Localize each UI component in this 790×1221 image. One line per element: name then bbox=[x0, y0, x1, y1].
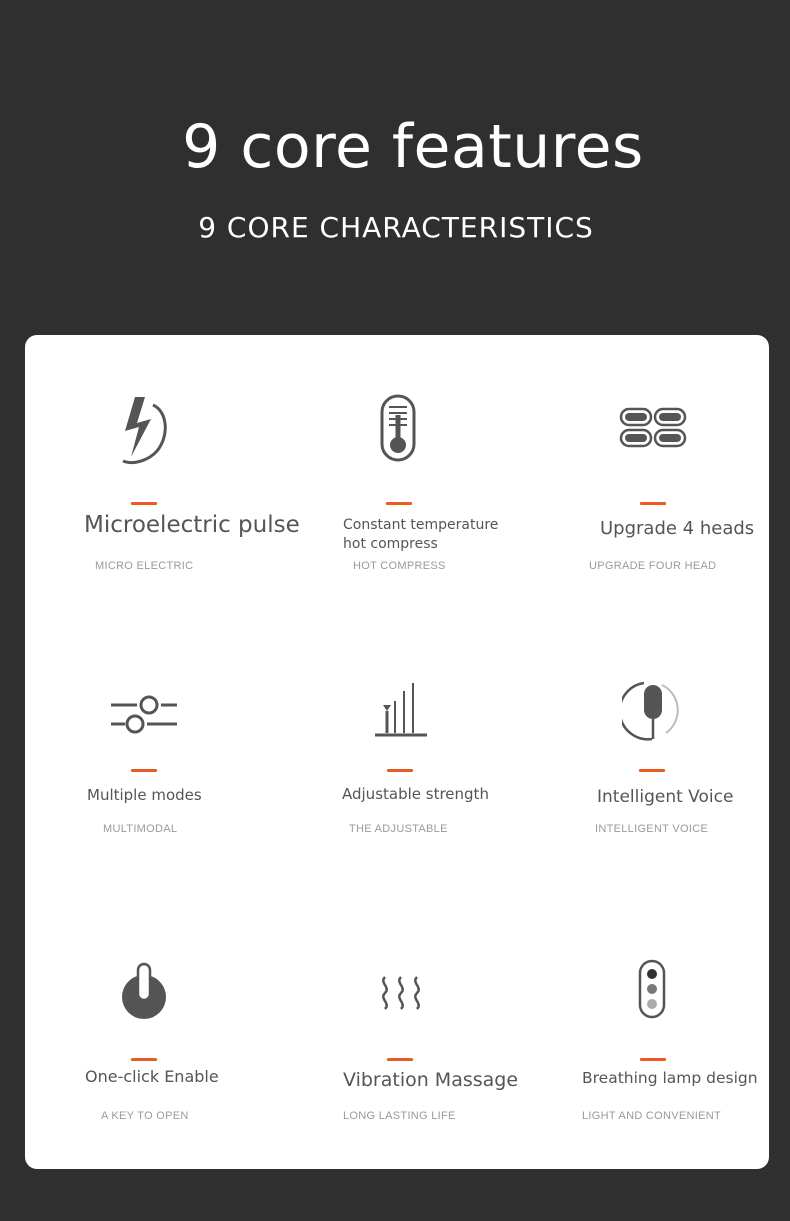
accent-dash bbox=[131, 1058, 157, 1061]
feature-subtitle: UPGRADE FOUR HEAD bbox=[589, 560, 717, 572]
feature-name: Breathing lamp design bbox=[582, 1069, 758, 1087]
feature-subtitle: LONG LASTING LIFE bbox=[343, 1110, 456, 1122]
feature-subtitle: INTELLIGENT VOICE bbox=[595, 823, 709, 835]
heat-waves-icon bbox=[377, 973, 425, 1013]
accent-dash bbox=[639, 769, 665, 772]
feature-subtitle: A KEY TO OPEN bbox=[101, 1110, 189, 1122]
features-card bbox=[25, 335, 769, 1169]
accent-dash bbox=[387, 769, 413, 772]
page-title: 9 core features bbox=[182, 112, 644, 182]
feature-subtitle: HOT COMPRESS bbox=[353, 560, 446, 572]
feature-name-line-1: Constant temperature bbox=[343, 517, 499, 533]
feature-name: Intelligent Voice bbox=[597, 787, 734, 807]
lightning-pulse-icon bbox=[115, 391, 175, 467]
accent-dash bbox=[386, 502, 412, 505]
feature-name: Adjustable strength bbox=[342, 785, 489, 803]
accent-dash bbox=[131, 769, 157, 772]
feature-name: Vibration Massage bbox=[343, 1069, 519, 1091]
feature-name-line-2: hot compress bbox=[343, 536, 438, 552]
accent-dash bbox=[387, 1058, 413, 1061]
breathing-lamp-icon bbox=[638, 959, 666, 1019]
feature-subtitle: LIGHT AND CONVENIENT bbox=[582, 1110, 722, 1122]
power-button-icon bbox=[119, 961, 169, 1023]
feature-name: Upgrade 4 heads bbox=[600, 518, 755, 539]
feature-name: One-click Enable bbox=[85, 1067, 219, 1086]
page-subtitle: 9 CORE CHARACTERISTICS bbox=[198, 211, 594, 244]
accent-dash bbox=[640, 502, 666, 505]
feature-subtitle: MICRO ELECTRIC bbox=[95, 560, 194, 572]
strength-bars-icon bbox=[373, 677, 429, 739]
accent-dash bbox=[131, 502, 157, 505]
accent-dash bbox=[640, 1058, 666, 1061]
four-heads-icon bbox=[619, 407, 687, 449]
feature-subtitle: THE ADJUSTABLE bbox=[349, 823, 448, 835]
feature-name: Microelectric pulse bbox=[84, 512, 300, 538]
thermometer-icon bbox=[379, 393, 419, 465]
microphone-icon bbox=[622, 675, 684, 743]
feature-subtitle: MULTIMODAL bbox=[103, 823, 178, 835]
sliders-icon bbox=[109, 693, 179, 737]
feature-name: Multiple modes bbox=[87, 786, 202, 804]
